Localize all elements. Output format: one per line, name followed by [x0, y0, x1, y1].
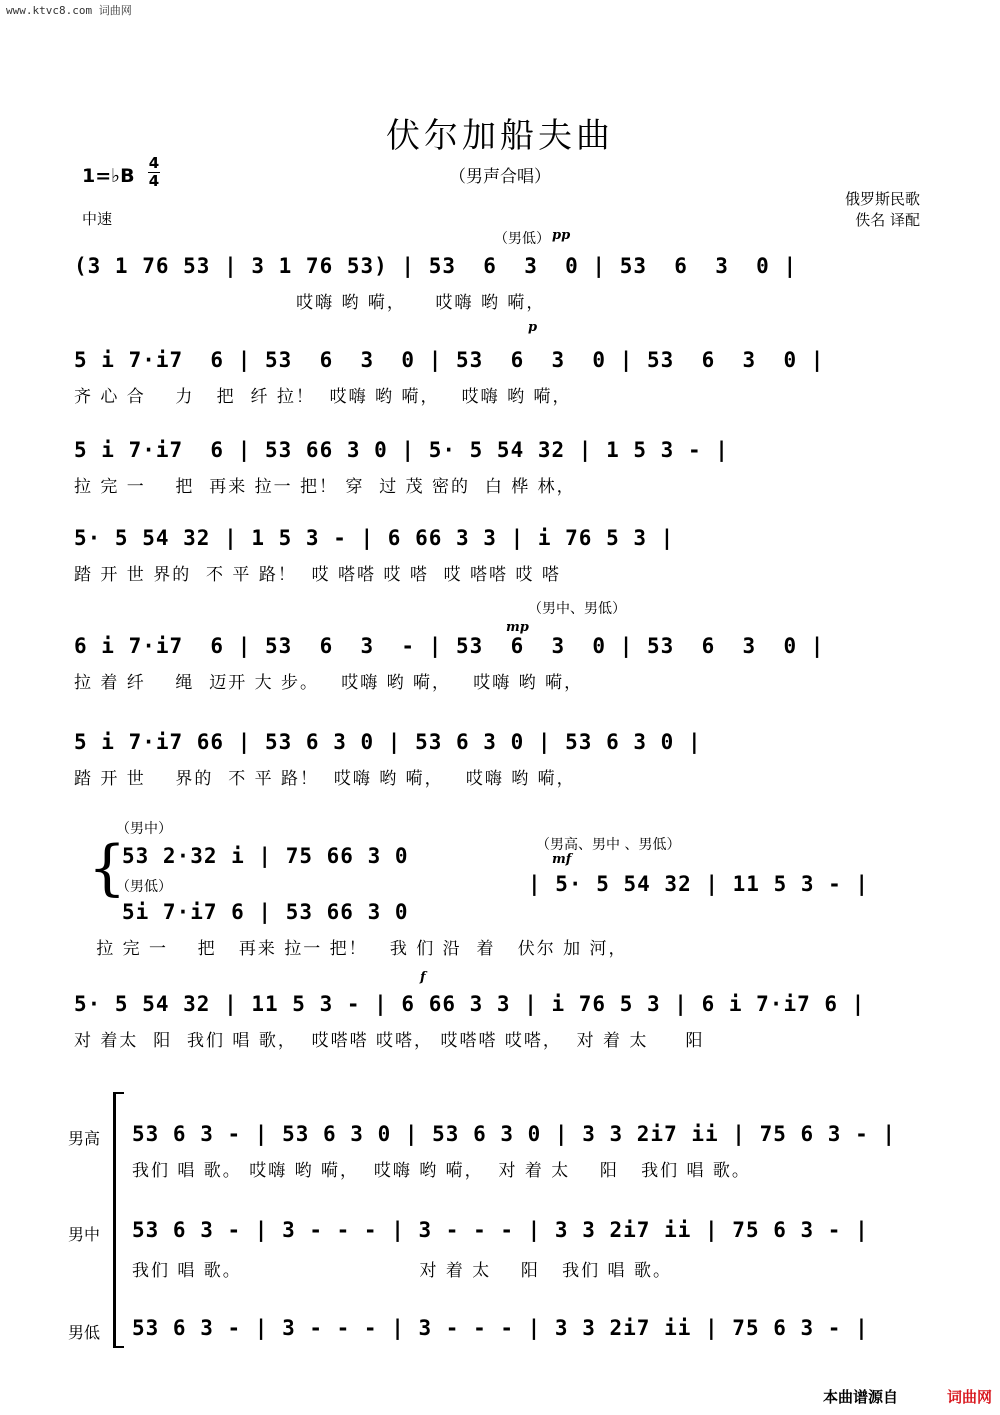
- voice-name: 男低: [68, 1323, 101, 1342]
- staff-bracket: [113, 1092, 124, 1348]
- notation-line: 53 6 3 - | 3 - - - | 3 - - - | 3 3 2i7 ii | 75 6 3 - |: [132, 1316, 869, 1340]
- watermark: www.ktvc8.com 词曲网: [6, 4, 132, 17]
- notation-line: 5 i 7·i7 6 | 53 6 3 0 | 53 6 3 0 | 53 6 3 0 |: [74, 348, 825, 372]
- voice-label: （男低）: [494, 231, 550, 247]
- notation-line: (3 1 76 53 | 3 1 76 53) | 53 6 3 0 | 53 6 3 0 |: [74, 254, 798, 278]
- dynamic-mark: mf: [552, 852, 572, 867]
- lyrics-line: 拉 着 纤 绳 迈开 大 步。 哎嗨 哟 嗬， 哎嗨 哟 嗬，: [74, 673, 584, 693]
- notation-line-bottom: 5i 7·i7 6 | 53 66 3 0: [122, 900, 409, 924]
- dynamic-mark: p: [528, 320, 538, 335]
- lyrics-line: 我们 唱 歌。 对 着 太 阳 我们 唱 歌。: [132, 1261, 672, 1281]
- lyrics-line: 踏 开 世 界的 不 平 路！ 哎 嗒嗒 哎 嗒 哎 嗒嗒 哎 嗒: [74, 565, 561, 585]
- notation-line: 5 i 7·i7 66 | 53 6 3 0 | 53 6 3 0 | 53 6 3 0 |: [74, 730, 702, 754]
- voice-brace: {: [88, 833, 127, 903]
- voice-label-bottom: （男低）: [116, 879, 172, 895]
- lyrics-line: 对 着太 阳 我们 唱 歌， 哎嗒嗒 哎嗒， 哎嗒嗒 哎嗒， 对 着 太 阳: [74, 1031, 705, 1051]
- site-logo[interactable]: 词曲网: [946, 1388, 992, 1406]
- voice-label: （男中、男低）: [528, 601, 626, 617]
- lyrics-line: 拉 完 一 把 再来 拉一 把！ 我 们 沿 着 伏尔 加 河，: [74, 939, 628, 959]
- dynamic-mark: f: [420, 970, 426, 985]
- source-credit: 本曲谱源自: [822, 1388, 898, 1406]
- lyrics-line: 踏 开 世 界的 不 平 路！ 哎嗨 哟 嗬， 哎嗨 哟 嗬，: [74, 769, 576, 789]
- key-signature: 1=♭B: [82, 165, 135, 187]
- dynamic-mark: mp: [506, 620, 529, 635]
- notation-line: 5· 5 54 32 | 1 5 3 - | 6 66 3 3 | i 76 5 3 |: [74, 526, 675, 550]
- notation-line: 5· 5 54 32 | 11 5 3 - | 6 66 3 3 | i 76 5 3 | 6 i 7·i7 6 |: [74, 992, 866, 1016]
- lyrics-line: 齐 心 合 力 把 纤 拉！ 哎嗨 哟 嗬， 哎嗨 哟 嗬，: [74, 387, 572, 407]
- voice-label-top: （男中）: [116, 821, 172, 837]
- notation-line-right: | 5· 5 54 32 | 11 5 3 - |: [528, 872, 870, 896]
- notation-line: 53 6 3 - | 53 6 3 0 | 53 6 3 0 | 3 3 2i7 ii | 75 6 3 - |: [132, 1122, 897, 1146]
- notation-line: 53 6 3 - | 3 - - - | 3 - - - | 3 3 2i7 ii | 75 6 3 - |: [132, 1218, 869, 1242]
- voice-name: 男高: [68, 1129, 101, 1148]
- lyrics-line: 拉 完 一 把 再来 拉一 把！ 穿 过 茂 密的 白 桦 林，: [74, 477, 576, 497]
- time-signature: [148, 155, 160, 190]
- song-subtitle: （男声合唱）: [449, 167, 551, 187]
- dynamic-mark: pp: [552, 228, 571, 243]
- time-numerator: 4: [148, 154, 160, 172]
- voice-name: 男中: [68, 1225, 101, 1244]
- song-origin: 俄罗斯民歌: [844, 190, 920, 208]
- voice-label-right: （男高、男中 、男低）: [536, 837, 681, 853]
- song-title: 伏尔加船夫曲: [386, 116, 614, 156]
- notation-line: 5 i 7·i7 6 | 53 66 3 0 | 5· 5 54 32 | 1 5 3 - |: [74, 438, 729, 462]
- lyrics-line: 哎嗨 哟 嗬， 哎嗨 哟 嗬，: [74, 293, 546, 313]
- notation-line: 6 i 7·i7 6 | 53 6 3 - | 53 6 3 0 | 53 6 3 0 |: [74, 634, 825, 658]
- notation-line-top: 53 2·32 i | 75 66 3 0: [122, 844, 409, 868]
- song-arranger: 佚名 译配: [855, 211, 920, 229]
- time-denominator: 4: [148, 172, 160, 190]
- tempo-marking: 中速: [82, 210, 113, 228]
- lyrics-line: 我们 唱 歌。 哎嗨 哟 嗬， 哎嗨 哟 嗬， 对 着 太 阳 我们 唱 歌。: [132, 1161, 751, 1181]
